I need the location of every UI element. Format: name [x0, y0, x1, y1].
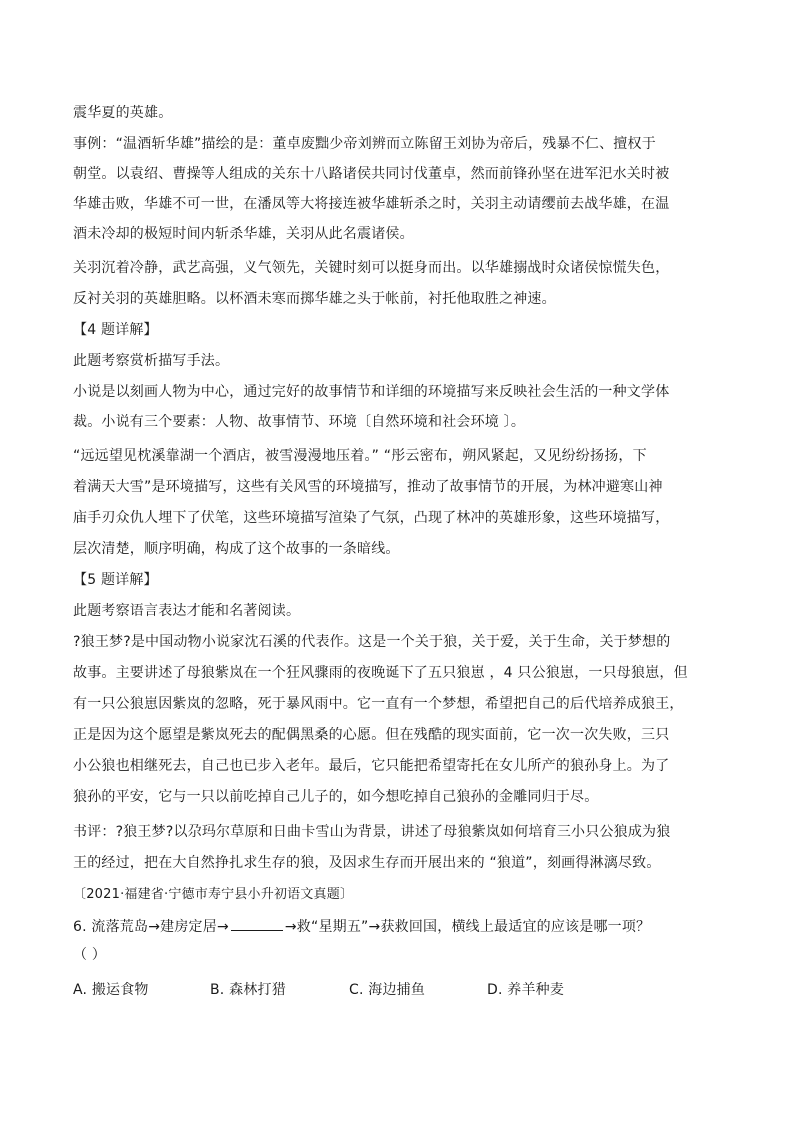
text-line: 此题考察赏析描写手法。: [73, 353, 230, 369]
text-line: 故事。主要讲述了母狼紫岚在一个狂风骤雨的夜晚诞下了五只狼崽 ，4 只公狼崽，一只母狼崽，但: [73, 665, 688, 681]
text-line: 华雄击败，华雄不可一世，在潘凤等大将接连被华雄斩杀之时，关羽主动请缨前去战华雄，在温: [73, 196, 670, 212]
section-heading-4: 【4 题详解】: [73, 322, 158, 338]
text-line: 有一只公狼崽因紫岚的忽略，死于暴风雨中。它一直有一个梦想，希望把自己的后代培养成狼王，: [73, 696, 684, 712]
text-line: “远远望见枕溪靠湖一个酒店，被雪漫漫地压着。” “彤云密布，朔风紧起，又见纷纷扬扬，下: [73, 448, 647, 464]
text-line: 事例：“温酒斩华雄”描绘的是：董卓废黜少帝刘辨而立陈留王刘协为帝后，残暴不仁、擅权于: [73, 136, 656, 152]
option-d[interactable]: D. 养羊种麦: [487, 982, 565, 998]
text-line: 此题考察语言表达才能和名著阅读。: [73, 603, 301, 619]
text-line: 层次清楚，顺序明确，构成了这个故事的一条暗线。: [73, 541, 400, 557]
text-line: 小公狼也相继死去，自己也已步入老年。最后，它只能把希望寄托在女儿所产的狼孙身上。为了: [73, 758, 670, 774]
text-line: 着满天大雪”是环境描写，这些有关风雪的环境描写，推动了故事情节的开展，为林冲避寒山神: [73, 479, 663, 495]
section-heading-5: 【5 题详解】: [73, 572, 158, 588]
answer-options: [73, 980, 564, 1000]
option-c[interactable]: C. 海边捕鱼: [349, 982, 426, 998]
text-line: 酒未冷却的极短时间内斩杀华雄，关羽从此名震诸侯。: [73, 226, 414, 242]
text-line: 朝堂。以袁绍、曹操等人组成的关东十八路诸侯共同讨伐董卓，然而前锋孙坚在进军汜水关时被: [73, 166, 670, 182]
option-a[interactable]: A. 搬运食物: [73, 982, 149, 998]
text-line: ?狼王梦?是中国动物小说家沈石溪的代表作。这是一个关于狼，关于爱，关于生命，关于梦想的: [73, 634, 671, 650]
answer-blank: [231, 916, 283, 931]
text-line: 正是因为这个愿望是紫岚死去的配偶黑桑的心愿。但在残酷的现实面前，它一次一次失败，三只: [73, 727, 670, 743]
text-line: 书评：?狼王梦?以尕玛尔草原和日曲卡雪山为背景，讲述了母狼紫岚如何培育三小只公狼成为狼: [73, 824, 671, 840]
question-prefix: 6. 流落荒岛→建房定居→: [73, 919, 229, 935]
text-line: 关羽沉着冷静，武艺高强，义气领先，关键时刻可以挺身而出。以华雄搦战时众诸侯惊慌失色，: [73, 260, 670, 276]
answer-parentheses: （ ）: [73, 947, 107, 963]
text-line: 小说是以刻画人物为中心，通过完好的故事情节和详细的环境描写来反映社会生活的一种文学体: [73, 384, 670, 400]
question-suffix: →救“星期五”→获救回国，横线上最适宜的应该是哪一项？: [284, 919, 651, 935]
text-line: 裁。小说有三个要素：人物、故事情节、环境〔自然环境和社会环境 〕。: [73, 414, 526, 430]
option-b[interactable]: B. 森林打猎: [210, 982, 286, 998]
text-line: 王的经过，把在大自然挣扎求生存的狼，及因求生存而开展出来的 “狼道”，刻画得淋漓尽致。: [73, 855, 661, 871]
text-line: 震华夏的英雄。: [73, 105, 173, 121]
text-line: 狼孙的平安，它与一只以前吃掉自己儿子的，如今想吃掉自己狼孙的金雕同归于尽。: [73, 789, 599, 805]
question-stem: [73, 916, 650, 937]
text-line: 庙手刃众仇人埋下了伏笔，这些环境描写渲染了气氛，凸现了林冲的英雄形象，这些环境描写，: [73, 510, 670, 526]
question-source: 〔2021·福建省·宁德市寿宁县小升初语文真题〕: [73, 887, 354, 902]
text-line: 反衬关羽的英雄胆略。以杯酒未寒而掷华雄之头于帐前，衬托他取胜之神速。: [73, 291, 556, 307]
